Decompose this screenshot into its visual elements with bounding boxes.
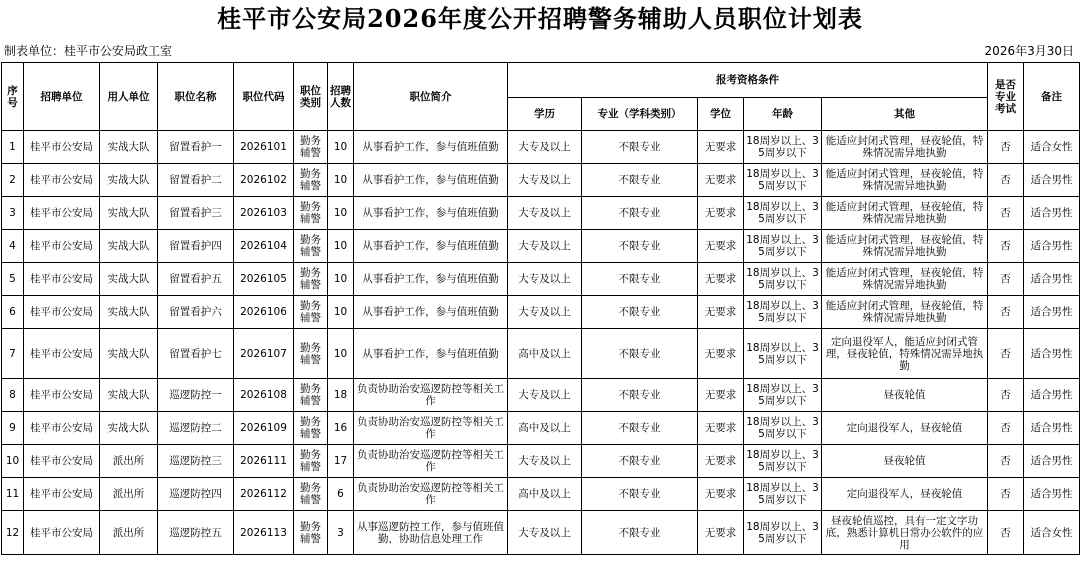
cell-major: 不限专业 bbox=[582, 263, 698, 296]
cell-major: 不限专业 bbox=[582, 230, 698, 263]
cell-category: 勤务辅警 bbox=[294, 197, 328, 230]
cell-employer: 实战大队 bbox=[100, 164, 158, 197]
cell-remark: 适合男性 bbox=[1024, 329, 1080, 379]
header-intro: 职位简介 bbox=[354, 63, 508, 131]
cell-degree: 无要求 bbox=[698, 329, 744, 379]
cell-seq: 1 bbox=[2, 131, 24, 164]
cell-major: 不限专业 bbox=[582, 478, 698, 511]
position-plan-table bbox=[1, 62, 1080, 555]
cell-position-name: 巡逻防控五 bbox=[158, 511, 234, 555]
cell-age: 18周岁以上、35周岁以下 bbox=[744, 478, 822, 511]
cell-category: 勤务辅警 bbox=[294, 296, 328, 329]
table-row bbox=[2, 296, 1080, 329]
cell-degree: 无要求 bbox=[698, 412, 744, 445]
cell-remark: 适合女性 bbox=[1024, 511, 1080, 555]
cell-recruit-unit: 桂平市公安局 bbox=[24, 263, 100, 296]
cell-recruit-unit: 桂平市公安局 bbox=[24, 445, 100, 478]
cell-intro: 从事看护工作，参与值班值勤 bbox=[354, 230, 508, 263]
cell-category: 勤务辅警 bbox=[294, 445, 328, 478]
cell-count: 10 bbox=[328, 164, 354, 197]
cell-category: 勤务辅警 bbox=[294, 230, 328, 263]
cell-seq: 8 bbox=[2, 379, 24, 412]
cell-major: 不限专业 bbox=[582, 511, 698, 555]
cell-position-name: 留置看护三 bbox=[158, 197, 234, 230]
cell-exam: 否 bbox=[988, 131, 1024, 164]
cell-category: 勤务辅警 bbox=[294, 164, 328, 197]
cell-education: 高中及以上 bbox=[508, 478, 582, 511]
cell-employer: 实战大队 bbox=[100, 131, 158, 164]
cell-other: 昼夜轮值巡控，具有一定文字功底，熟悉计算机日常办公软件的应用 bbox=[822, 511, 988, 555]
cell-other: 能适应封闭式管理，昼夜轮值，特殊情况需异地执勤 bbox=[822, 230, 988, 263]
cell-count: 17 bbox=[328, 445, 354, 478]
table-row bbox=[2, 263, 1080, 296]
table-row bbox=[2, 379, 1080, 412]
table-row bbox=[2, 164, 1080, 197]
cell-position-code: 2026104 bbox=[234, 230, 294, 263]
cell-position-name: 巡逻防控三 bbox=[158, 445, 234, 478]
cell-position-code: 2026103 bbox=[234, 197, 294, 230]
cell-position-name: 留置看护一 bbox=[158, 131, 234, 164]
cell-major: 不限专业 bbox=[582, 379, 698, 412]
cell-intro: 从事巡逻防控工作，参与值班值勤，协助信息处理工作 bbox=[354, 511, 508, 555]
table-row bbox=[2, 131, 1080, 164]
cell-position-name: 巡逻防控四 bbox=[158, 478, 234, 511]
cell-seq: 6 bbox=[2, 296, 24, 329]
cell-other: 定向退役军人，能适应封闭式管理，昼夜轮值，特殊情况需异地执勤 bbox=[822, 329, 988, 379]
cell-intro: 从事看护工作，参与值班值勤 bbox=[354, 329, 508, 379]
header-major: 专业（学科类别） bbox=[582, 98, 698, 131]
cell-exam: 否 bbox=[988, 379, 1024, 412]
cell-position-name: 巡逻防控二 bbox=[158, 412, 234, 445]
cell-education: 大专及以上 bbox=[508, 379, 582, 412]
cell-education: 大专及以上 bbox=[508, 263, 582, 296]
cell-seq: 12 bbox=[2, 511, 24, 555]
page-title: 桂平市公安局2026年度公开招聘警务辅助人员职位计划表 bbox=[217, 4, 863, 33]
cell-category: 勤务辅警 bbox=[294, 478, 328, 511]
cell-age: 18周岁以上、35周岁以下 bbox=[744, 263, 822, 296]
cell-recruit-unit: 桂平市公安局 bbox=[24, 197, 100, 230]
cell-recruit-unit: 桂平市公安局 bbox=[24, 164, 100, 197]
cell-position-code: 2026102 bbox=[234, 164, 294, 197]
cell-recruit-unit: 桂平市公安局 bbox=[24, 478, 100, 511]
table-row bbox=[2, 329, 1080, 379]
header-qualifications: 报考资格条件 bbox=[508, 63, 988, 98]
cell-recruit-unit: 桂平市公安局 bbox=[24, 412, 100, 445]
header-education: 学历 bbox=[508, 98, 582, 131]
cell-count: 18 bbox=[328, 379, 354, 412]
cell-education: 高中及以上 bbox=[508, 329, 582, 379]
cell-education: 大专及以上 bbox=[508, 230, 582, 263]
cell-age: 18周岁以上、35周岁以下 bbox=[744, 511, 822, 555]
cell-position-code: 2026109 bbox=[234, 412, 294, 445]
cell-degree: 无要求 bbox=[698, 230, 744, 263]
cell-exam: 否 bbox=[988, 230, 1024, 263]
cell-intro: 从事看护工作，参与值班值勤 bbox=[354, 131, 508, 164]
cell-age: 18周岁以上、35周岁以下 bbox=[744, 329, 822, 379]
cell-employer: 实战大队 bbox=[100, 230, 158, 263]
cell-employer: 派出所 bbox=[100, 445, 158, 478]
cell-exam: 否 bbox=[988, 445, 1024, 478]
cell-recruit-unit: 桂平市公安局 bbox=[24, 329, 100, 379]
cell-recruit-unit: 桂平市公安局 bbox=[24, 131, 100, 164]
document-meta bbox=[0, 38, 1080, 62]
cell-category: 勤务辅警 bbox=[294, 263, 328, 296]
table-row bbox=[2, 511, 1080, 555]
cell-position-name: 留置看护四 bbox=[158, 230, 234, 263]
header-degree: 学位 bbox=[698, 98, 744, 131]
cell-intro: 负责协助治安巡逻防控等相关工作 bbox=[354, 412, 508, 445]
header-category: 职位类别 bbox=[294, 63, 328, 131]
cell-seq: 11 bbox=[2, 478, 24, 511]
cell-employer: 实战大队 bbox=[100, 329, 158, 379]
cell-position-name: 留置看护七 bbox=[158, 329, 234, 379]
table-row bbox=[2, 478, 1080, 511]
cell-recruit-unit: 桂平市公安局 bbox=[24, 296, 100, 329]
cell-exam: 否 bbox=[988, 478, 1024, 511]
cell-category: 勤务辅警 bbox=[294, 131, 328, 164]
cell-intro: 负责协助治安巡逻防控等相关工作 bbox=[354, 379, 508, 412]
cell-degree: 无要求 bbox=[698, 296, 744, 329]
cell-exam: 否 bbox=[988, 263, 1024, 296]
header-recruit-unit: 招聘单位 bbox=[24, 63, 100, 131]
cell-seq: 4 bbox=[2, 230, 24, 263]
cell-degree: 无要求 bbox=[698, 164, 744, 197]
cell-intro: 从事看护工作，参与值班值勤 bbox=[354, 296, 508, 329]
cell-major: 不限专业 bbox=[582, 296, 698, 329]
cell-other: 昼夜轮值 bbox=[822, 379, 988, 412]
cell-count: 10 bbox=[328, 197, 354, 230]
cell-exam: 否 bbox=[988, 164, 1024, 197]
cell-other: 定向退役军人，昼夜轮值 bbox=[822, 412, 988, 445]
cell-exam: 否 bbox=[988, 197, 1024, 230]
cell-count: 10 bbox=[328, 230, 354, 263]
cell-other: 能适应封闭式管理，昼夜轮值，特殊情况需异地执勤 bbox=[822, 296, 988, 329]
cell-count: 10 bbox=[328, 329, 354, 379]
cell-employer: 实战大队 bbox=[100, 197, 158, 230]
cell-major: 不限专业 bbox=[582, 445, 698, 478]
cell-other: 昼夜轮值 bbox=[822, 445, 988, 478]
cell-count: 16 bbox=[328, 412, 354, 445]
cell-seq: 7 bbox=[2, 329, 24, 379]
issue-date: 2026年3月30日 bbox=[984, 44, 1074, 58]
cell-major: 不限专业 bbox=[582, 329, 698, 379]
cell-degree: 无要求 bbox=[698, 131, 744, 164]
cell-age: 18周岁以上、35周岁以下 bbox=[744, 197, 822, 230]
cell-education: 大专及以上 bbox=[508, 445, 582, 478]
cell-seq: 3 bbox=[2, 197, 24, 230]
issuing-unit: 制表单位：桂平市公安局政工室 bbox=[4, 44, 173, 58]
cell-remark: 适合男性 bbox=[1024, 230, 1080, 263]
cell-position-code: 2026108 bbox=[234, 379, 294, 412]
cell-remark: 适合男性 bbox=[1024, 379, 1080, 412]
cell-other: 定向退役军人，昼夜轮值 bbox=[822, 478, 988, 511]
cell-other: 能适应封闭式管理，昼夜轮值，特殊情况需异地执勤 bbox=[822, 131, 988, 164]
cell-position-code: 2026113 bbox=[234, 511, 294, 555]
cell-education: 高中及以上 bbox=[508, 412, 582, 445]
cell-major: 不限专业 bbox=[582, 197, 698, 230]
cell-remark: 适合男性 bbox=[1024, 478, 1080, 511]
cell-recruit-unit: 桂平市公安局 bbox=[24, 511, 100, 555]
table-body bbox=[2, 131, 1080, 555]
cell-position-name: 留置看护二 bbox=[158, 164, 234, 197]
header-count: 招聘人数 bbox=[328, 63, 354, 131]
cell-remark: 适合男性 bbox=[1024, 263, 1080, 296]
cell-intro: 从事看护工作，参与值班值勤 bbox=[354, 263, 508, 296]
header-remark: 备注 bbox=[1024, 63, 1080, 131]
cell-education: 大专及以上 bbox=[508, 197, 582, 230]
cell-category: 勤务辅警 bbox=[294, 511, 328, 555]
cell-count: 6 bbox=[328, 478, 354, 511]
header-position-code: 职位代码 bbox=[234, 63, 294, 131]
cell-position-code: 2026101 bbox=[234, 131, 294, 164]
cell-remark: 适合男性 bbox=[1024, 164, 1080, 197]
cell-intro: 从事看护工作，参与值班值勤 bbox=[354, 164, 508, 197]
cell-exam: 否 bbox=[988, 296, 1024, 329]
cell-employer: 实战大队 bbox=[100, 412, 158, 445]
cell-education: 大专及以上 bbox=[508, 296, 582, 329]
cell-seq: 2 bbox=[2, 164, 24, 197]
cell-major: 不限专业 bbox=[582, 131, 698, 164]
header-seq: 序号 bbox=[2, 63, 24, 131]
cell-count: 10 bbox=[328, 263, 354, 296]
header-position-name: 职位名称 bbox=[158, 63, 234, 131]
cell-intro: 从事看护工作，参与值班值勤 bbox=[354, 197, 508, 230]
cell-degree: 无要求 bbox=[698, 197, 744, 230]
table-row bbox=[2, 197, 1080, 230]
cell-intro: 负责协助治安巡逻防控等相关工作 bbox=[354, 445, 508, 478]
cell-age: 18周岁以上、35周岁以下 bbox=[744, 412, 822, 445]
cell-age: 18周岁以上、35周岁以下 bbox=[744, 131, 822, 164]
cell-age: 18周岁以上、35周岁以下 bbox=[744, 164, 822, 197]
cell-employer: 实战大队 bbox=[100, 296, 158, 329]
cell-position-name: 巡逻防控一 bbox=[158, 379, 234, 412]
cell-other: 能适应封闭式管理，昼夜轮值，特殊情况需异地执勤 bbox=[822, 263, 988, 296]
cell-employer: 派出所 bbox=[100, 478, 158, 511]
cell-category: 勤务辅警 bbox=[294, 412, 328, 445]
cell-education: 大专及以上 bbox=[508, 511, 582, 555]
cell-degree: 无要求 bbox=[698, 263, 744, 296]
cell-count: 3 bbox=[328, 511, 354, 555]
cell-exam: 否 bbox=[988, 329, 1024, 379]
cell-education: 大专及以上 bbox=[508, 164, 582, 197]
cell-position-code: 2026111 bbox=[234, 445, 294, 478]
cell-position-name: 留置看护五 bbox=[158, 263, 234, 296]
cell-employer: 实战大队 bbox=[100, 379, 158, 412]
cell-education: 大专及以上 bbox=[508, 131, 582, 164]
cell-count: 10 bbox=[328, 131, 354, 164]
cell-recruit-unit: 桂平市公安局 bbox=[24, 230, 100, 263]
cell-seq: 9 bbox=[2, 412, 24, 445]
cell-degree: 无要求 bbox=[698, 379, 744, 412]
cell-seq: 10 bbox=[2, 445, 24, 478]
header-other: 其他 bbox=[822, 98, 988, 131]
cell-seq: 5 bbox=[2, 263, 24, 296]
cell-position-code: 2026107 bbox=[234, 329, 294, 379]
header-exam: 是否专业考试 bbox=[988, 63, 1024, 131]
cell-age: 18周岁以上、35周岁以下 bbox=[744, 296, 822, 329]
cell-position-name: 留置看护六 bbox=[158, 296, 234, 329]
cell-degree: 无要求 bbox=[698, 445, 744, 478]
cell-position-code: 2026106 bbox=[234, 296, 294, 329]
cell-intro: 负责协助治安巡逻防控等相关工作 bbox=[354, 478, 508, 511]
cell-position-code: 2026112 bbox=[234, 478, 294, 511]
table-row bbox=[2, 445, 1080, 478]
cell-other: 能适应封闭式管理，昼夜轮值，特殊情况需异地执勤 bbox=[822, 197, 988, 230]
cell-age: 18周岁以上、35周岁以下 bbox=[744, 379, 822, 412]
table-row bbox=[2, 230, 1080, 263]
cell-age: 18周岁以上、35周岁以下 bbox=[744, 230, 822, 263]
cell-employer: 派出所 bbox=[100, 511, 158, 555]
cell-exam: 否 bbox=[988, 511, 1024, 555]
cell-count: 10 bbox=[328, 296, 354, 329]
cell-remark: 适合男性 bbox=[1024, 197, 1080, 230]
cell-age: 18周岁以上、35周岁以下 bbox=[744, 445, 822, 478]
cell-employer: 实战大队 bbox=[100, 263, 158, 296]
cell-category: 勤务辅警 bbox=[294, 379, 328, 412]
cell-recruit-unit: 桂平市公安局 bbox=[24, 379, 100, 412]
cell-remark: 适合男性 bbox=[1024, 445, 1080, 478]
header-employer: 用人单位 bbox=[100, 63, 158, 131]
table-row bbox=[2, 412, 1080, 445]
cell-major: 不限专业 bbox=[582, 412, 698, 445]
cell-remark: 适合男性 bbox=[1024, 296, 1080, 329]
cell-category: 勤务辅警 bbox=[294, 329, 328, 379]
cell-remark: 适合女性 bbox=[1024, 131, 1080, 164]
cell-major: 不限专业 bbox=[582, 164, 698, 197]
header-age: 年龄 bbox=[744, 98, 822, 131]
cell-remark: 适合男性 bbox=[1024, 412, 1080, 445]
cell-position-code: 2026105 bbox=[234, 263, 294, 296]
cell-degree: 无要求 bbox=[698, 511, 744, 555]
cell-degree: 无要求 bbox=[698, 478, 744, 511]
cell-exam: 否 bbox=[988, 412, 1024, 445]
cell-other: 能适应封闭式管理，昼夜轮值，特殊情况需异地执勤 bbox=[822, 164, 988, 197]
